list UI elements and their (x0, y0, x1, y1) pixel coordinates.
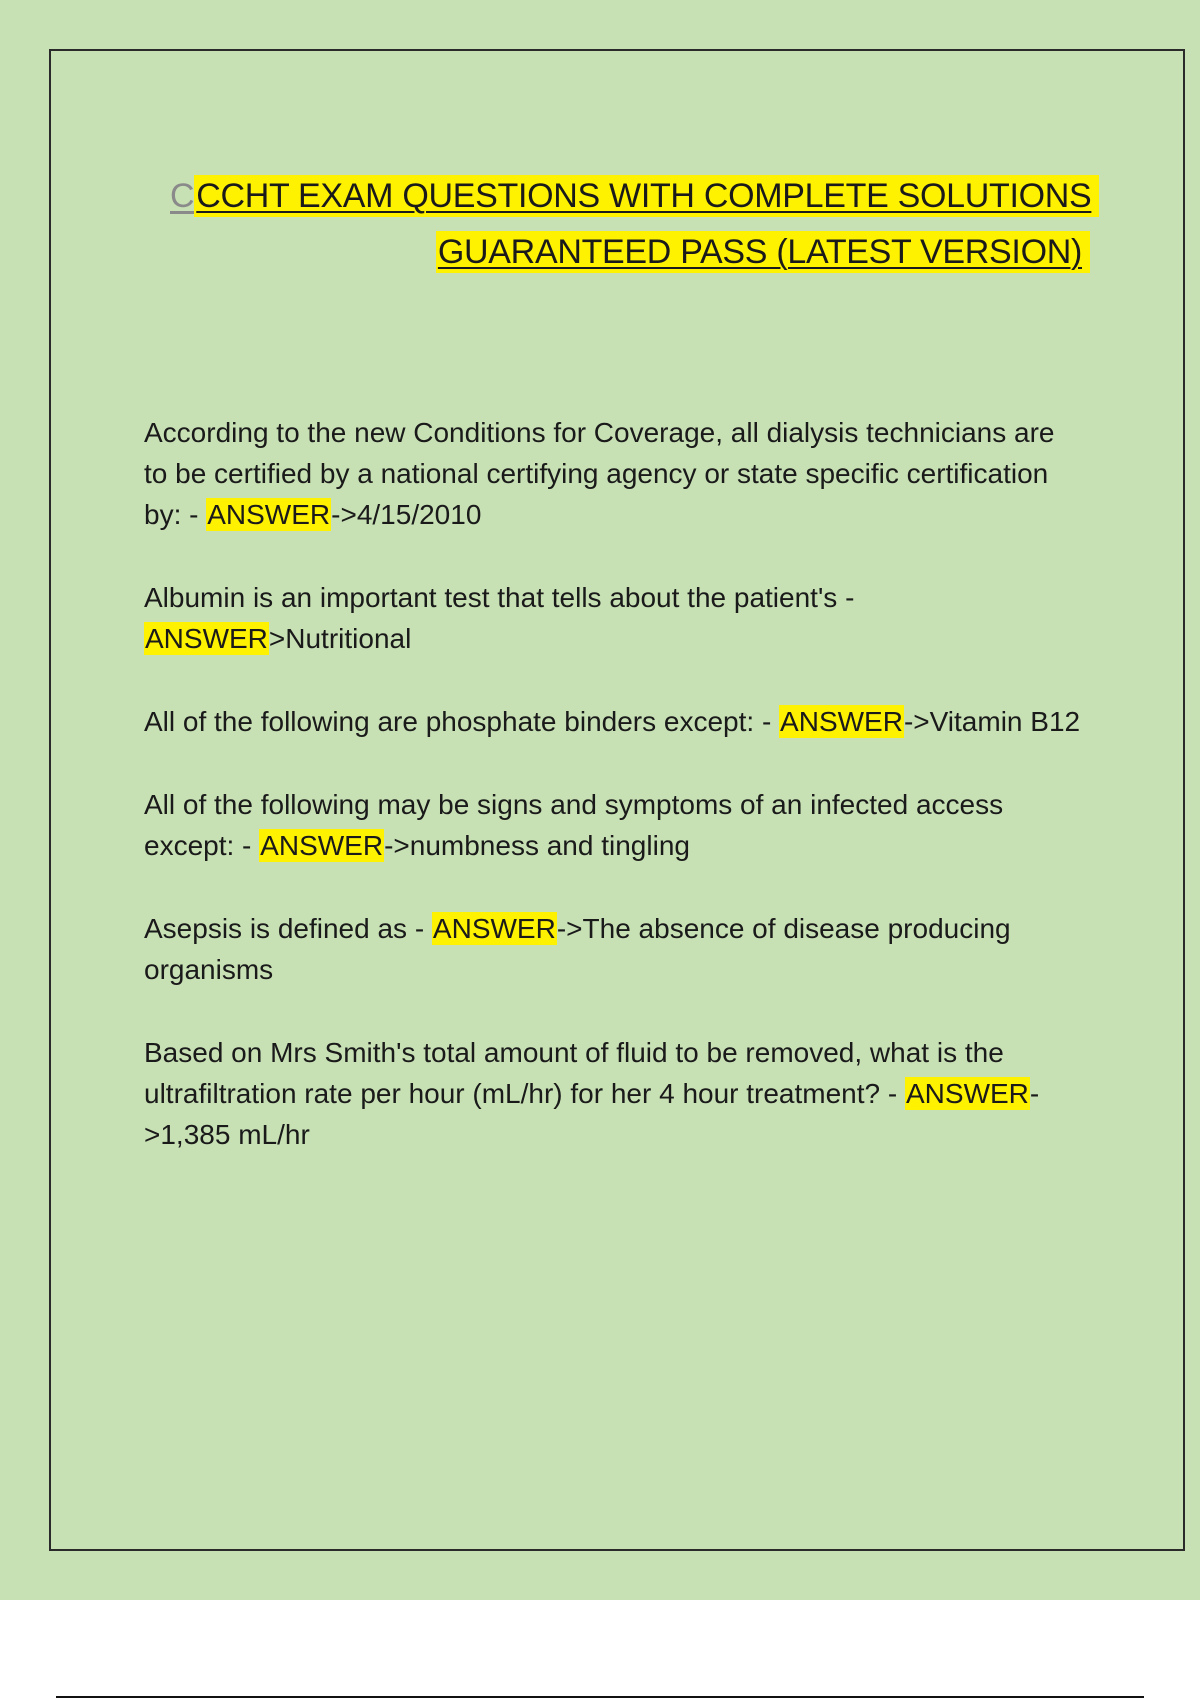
qa-list (144, 412, 1084, 1197)
answer-arrow: -> (903, 706, 930, 737)
answer-label: ANSWER (906, 1078, 1029, 1109)
answer-text: 4/15/2010 (356, 499, 482, 530)
answer-label: ANSWER (780, 706, 903, 737)
answer-text: Vitamin B12 (929, 706, 1081, 737)
answer-label: ANSWER (207, 499, 331, 530)
qa-item-3 (144, 701, 1084, 742)
title-line-2-text: GUARANTEED PASS (LATEST VERSION) (436, 231, 1090, 273)
question-text: All of the following may be signs and symptoms of an infected access except: - (144, 789, 1004, 861)
qa-item-4 (144, 784, 1084, 866)
title-prefix: C (170, 177, 195, 215)
question-text: All of the following are phosphate binders except: - (144, 706, 780, 737)
answer-arrow: -> (331, 499, 357, 530)
document-title (170, 168, 1090, 280)
question-text: Albumin is an important test that tells about the patient's - (144, 582, 855, 613)
answer-arrow: -> (144, 1078, 1040, 1150)
question-text: Asepsis is defined as - (144, 913, 432, 944)
qa-item-2 (144, 577, 1084, 659)
question-text: According to the new Conditions for Coverage, all dialysis technicians are to be certified by a national certifying agency or state specific certification by: - (144, 417, 1055, 530)
answer-label: ANSWER (145, 623, 268, 654)
title-line-2 (170, 224, 1090, 280)
answer-text: 1,385 mL/hr (160, 1119, 310, 1150)
answer-arrow: -> (384, 830, 410, 861)
answer-label: ANSWER (260, 830, 384, 861)
title-line-1 (170, 168, 1090, 224)
qa-item-1 (144, 412, 1084, 535)
title-line-1-text: CCHT EXAM QUESTIONS WITH COMPLETE SOLUTIONS (194, 175, 1099, 217)
answer-text: numbness and tingling (409, 830, 690, 861)
answer-text: Nutritional (285, 623, 412, 654)
next-page-divider (56, 1696, 1144, 1698)
qa-item-6 (144, 1032, 1084, 1155)
question-text: Based on Mrs Smith's total amount of fluid to be removed, what is the ultrafiltration rate per hour (mL/hr) for her 4 hour treatment? - (144, 1037, 1004, 1109)
answer-arrow: > (268, 623, 286, 654)
answer-arrow: -> (556, 913, 583, 944)
qa-item-5 (144, 908, 1084, 990)
answer-label: ANSWER (432, 913, 556, 944)
answer-text: The absence of disease producing organisms (144, 913, 1011, 985)
